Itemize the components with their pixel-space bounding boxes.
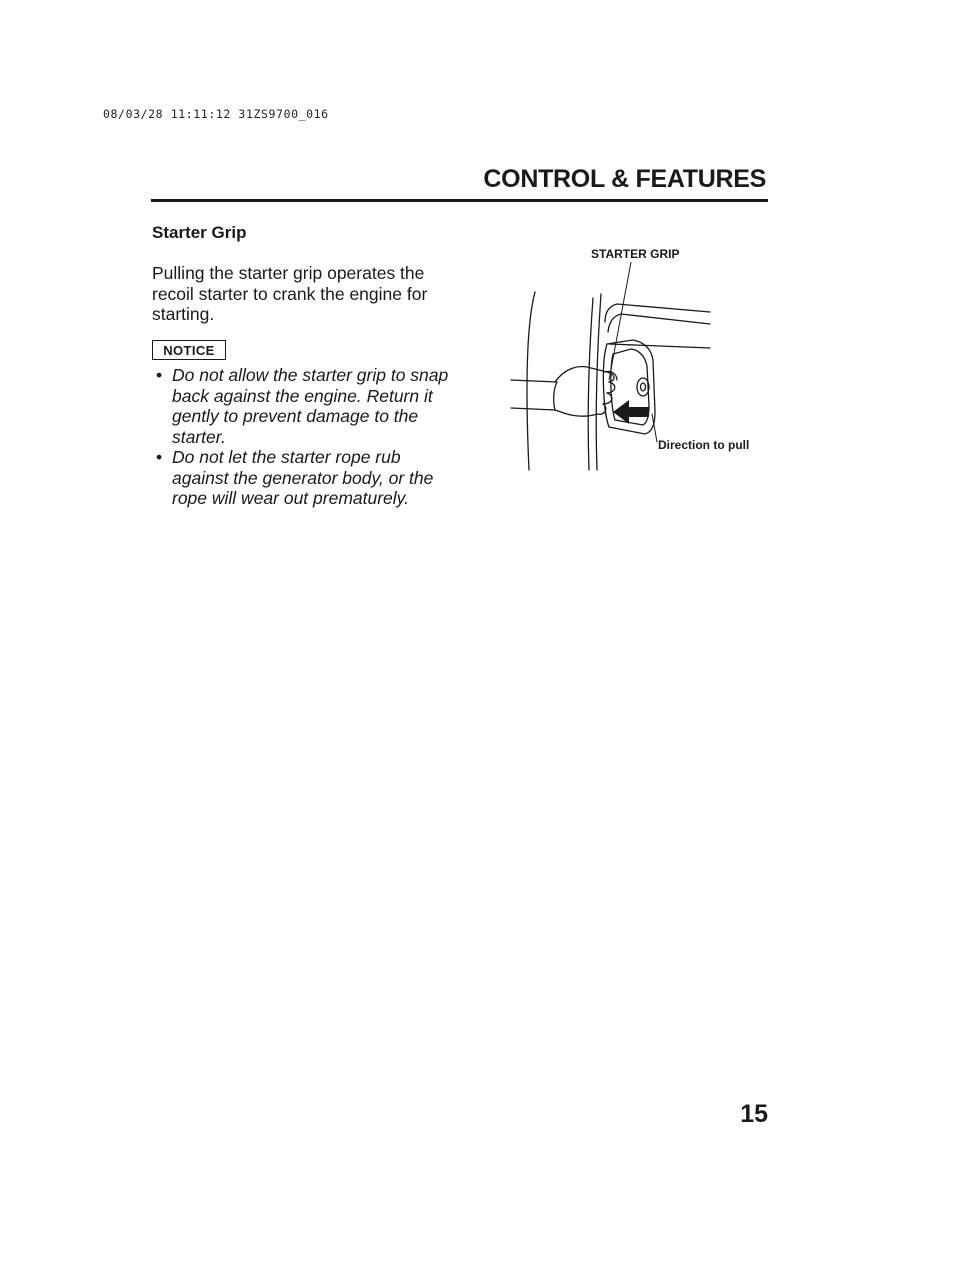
print-stamp: 08/03/28 11:11:12 31ZS9700_016: [103, 107, 329, 121]
section-title: CONTROL & FEATURES: [483, 165, 766, 193]
starter-grip-illustration: [505, 262, 720, 474]
notice-text: Do not allow the starter grip to snap back against the engine. Return it gently to prevent damage to the starter.: [172, 365, 449, 447]
figure-label-starter-grip: STARTER GRIP: [591, 247, 680, 261]
figure-label-direction: Direction to pull: [658, 438, 750, 452]
notice-item: [152, 365, 452, 447]
bullet: •: [156, 365, 163, 385]
notice-item: [152, 447, 452, 509]
subheading: Starter Grip: [152, 223, 247, 242]
bullet: •: [156, 447, 163, 467]
notice-list: [152, 365, 452, 509]
notice-text: Do not let the starter rope rub against the generator body, or the rope will wear out prematurely.: [172, 447, 434, 508]
header-rule: [151, 199, 768, 202]
page-number: 15: [740, 1100, 768, 1128]
intro-paragraph: Pulling the starter grip operates the recoil starter to crank the engine for starting.: [152, 263, 428, 324]
notice-label: NOTICE: [152, 340, 226, 360]
